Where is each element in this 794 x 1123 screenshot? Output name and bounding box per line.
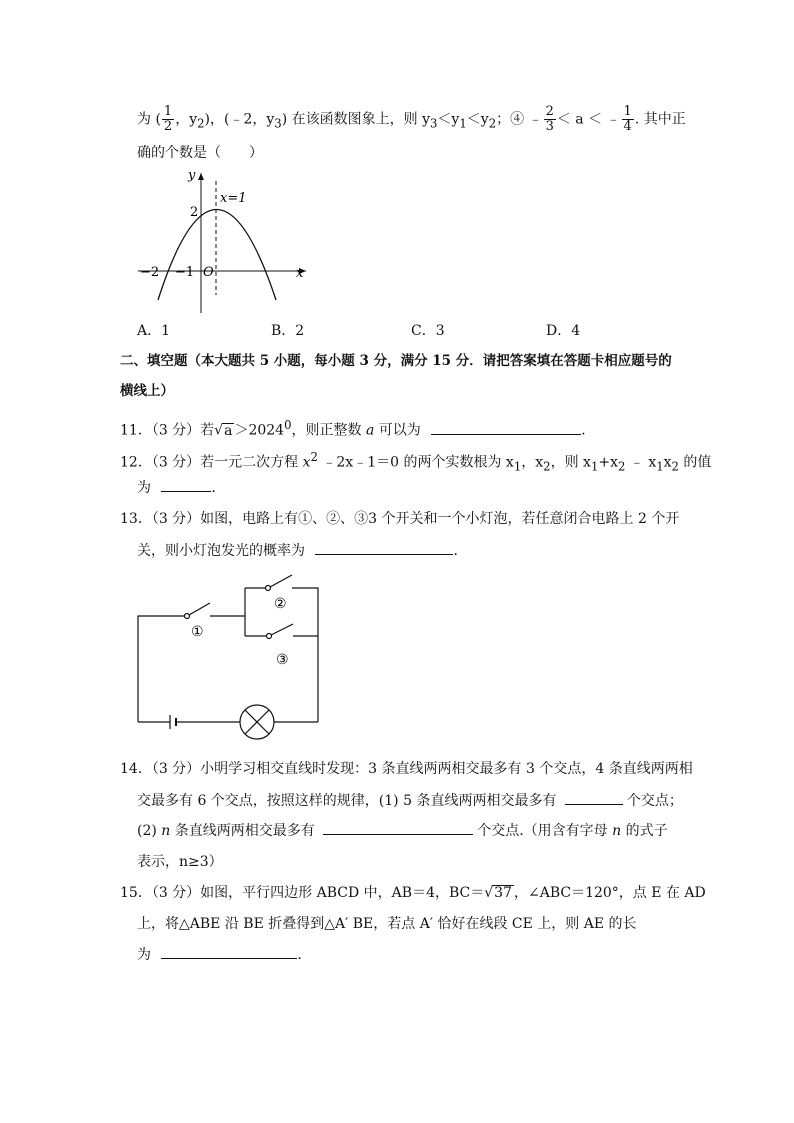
q15-line2: 上，将△ABE 沿 BE 折叠得到△A′ BE，若点 A′ 恰好在线段 CE 上，则 AE 的长 <box>137 916 637 932</box>
q13-answer-blank[interactable] <box>315 540 453 555</box>
switch2-label: ② <box>274 596 287 612</box>
q12-answer-blank[interactable] <box>161 477 211 492</box>
sqrt-37: 37 <box>494 885 512 901</box>
q14-line1: 14．（3 分）小明学习相交直线时发现：3 条直线两两相交最多有 3 个交点，4 条直线两两相 <box>120 761 693 777</box>
switch3-lever <box>271 624 293 635</box>
fraction-one-quarter: $\frac{1}{4}$ <box>623 104 632 134</box>
q10-option-a: A．1 <box>137 323 171 339</box>
q14-answer-blank-1[interactable] <box>565 790 623 805</box>
q15-line3: 为 ． <box>137 944 311 965</box>
sqrt-a: a <box>224 422 233 439</box>
q13-line2: 关，则小灯泡发光的概率为 ． <box>137 540 467 561</box>
x-axis-label: x <box>296 266 304 281</box>
q15-line1: 15．（3 分）如图，平行四边形 ABCD 中，AB＝4，BC＝√37 ，∠ABC＝120°，点 E 在 AD <box>120 885 706 901</box>
q12-line2: 为 ． <box>137 477 225 498</box>
branch2-wire-right <box>292 588 318 722</box>
circuit-diagram <box>130 572 330 732</box>
parabola-curve <box>158 210 276 301</box>
q13-line1: 13．（3 分）如图，电路上有①、②、③3 个开关和一个小灯泡，若任意闭合电路上 2 个开 <box>120 511 680 527</box>
y-axis-arrow-icon <box>198 173 204 180</box>
q10-line1: 为 ( $\frac{1}{2}$ ，$y_2$)，(﹣2，$y_3$) 在该函数图象上，则 $y_3<y_1<y_2$；④ ﹣ $\frac{2}{3}$ ＜ a ＜ ﹣ $\frac{1}{4}$ . 其中正 <box>137 104 686 134</box>
symmetry-axis-label: x=1 <box>220 191 247 206</box>
q11-answer-blank[interactable] <box>431 420 581 435</box>
q14-answer-blank-2[interactable] <box>323 820 473 835</box>
origin-label: O <box>203 265 214 280</box>
q10-option-c: C．3 <box>411 323 445 339</box>
q15-answer-blank[interactable] <box>161 944 297 959</box>
q10-line2: 确的个数是（ ） <box>137 145 263 161</box>
section2-heading-line1: 二、填空题（本大题共 5 小题，每小题 3 分，满分 15 分．请把答案填在答题卡相应题号的 <box>120 353 672 369</box>
fraction-one-half: $\frac{1}{2}$ <box>163 104 173 134</box>
q11-line: 11．（3 分）若$√a >2024^0$，则正整数 a 可以为 ． <box>120 418 596 439</box>
fraction-two-thirds: $\frac{2}{3}$ <box>545 104 554 134</box>
tick-label-neg2: −2 <box>140 265 160 280</box>
q14-line4: 表示，n≥3） <box>137 854 223 870</box>
switch3-label: ③ <box>276 652 289 668</box>
switch3-contact <box>267 634 272 639</box>
q10-option-b: B．2 <box>271 323 305 339</box>
switch2-lever <box>270 575 292 587</box>
switch2-contact <box>266 586 271 591</box>
vertex-value-label: 2 <box>190 205 199 220</box>
switch1-lever <box>189 603 210 615</box>
q12-line1: 12．（3 分）若一元二次方程 $x^2$ ﹣2x﹣1＝0 的两个实数根为 $x_1$，$x_2$，则 $x_1+x_2$ ﹣ $x_1x_2$ 的值 <box>120 450 712 474</box>
q10-option-d: D．4 <box>546 323 581 339</box>
q14-line3: (2) n 条直线两两相交最多有 个交点.（用含有字母 n 的式子 <box>137 820 668 841</box>
y-axis-label: y <box>188 168 196 183</box>
parabola-graph <box>130 165 315 315</box>
switch1-contact <box>185 614 190 619</box>
left-wire <box>138 616 185 722</box>
switch1-label: ① <box>191 624 204 640</box>
tick-label-neg1: −1 <box>175 265 195 280</box>
q14-line2: 交最多有 6 个交点，按照这样的规律，(1) 5 条直线两两相交最多有 个交点； <box>137 790 683 811</box>
section2-heading-line2: 横线上） <box>120 383 174 399</box>
